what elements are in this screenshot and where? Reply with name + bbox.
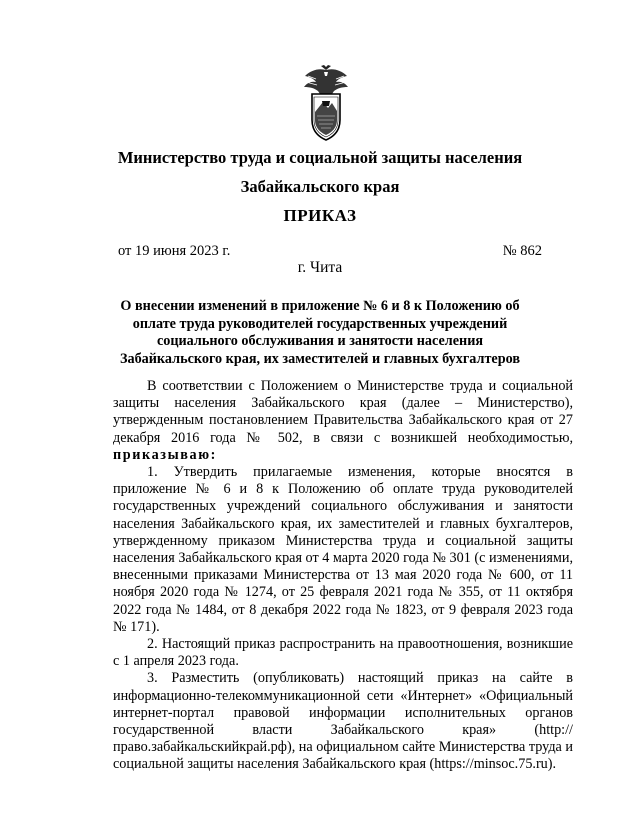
item-3-paragraph: 3. Разместить (опубликовать) настоящий приказ на сайте в информационно-телекоммуникационной сети «Интернет» «Официальный интернет-портал правовой информации исполнительных органов государственной власти Забайкальского края» (http://право.забайкальскийкрай.рф), на официальном сайте Министерства труда и социальной защиты населения Забайкальского края (https://minsoc.75.ru). bbox=[113, 670, 573, 773]
order-word: приказываю: bbox=[113, 446, 217, 463]
intro-text: В соответствии с Положением о Министерстве труда и социальной защиты населения Забайкальского края (далее – Министерство), утвержденным постановлением Правительства Забайкальского края от 27 декабря 2016 года № 502, в связи с возникшей необходимостью, bbox=[113, 378, 573, 446]
coat-of-arms-emblem bbox=[302, 64, 350, 142]
document-city: г. Чита bbox=[297, 259, 343, 276]
document-body bbox=[113, 378, 573, 774]
item-2-paragraph: 2. Настоящий приказ распространить на правоотношения, возникшие с 1 апреля 2023 года. bbox=[113, 636, 573, 670]
document-title: О внесении изменений в приложение № 6 и 8 к Положению об оплате труда руководителей государственных учреждений социального обслуживания и занятости населения Забайкальского края, их заместителей и главных бухгалтеров bbox=[119, 298, 521, 367]
intro-paragraph bbox=[113, 378, 573, 464]
document-type: ПРИКАЗ bbox=[283, 206, 357, 225]
ministry-name-line-1: Министерство труда и социальной защиты населения bbox=[117, 148, 523, 167]
item-1-paragraph: 1. Утвердить прилагаемые изменения, которые вносятся в приложение № 6 и 8 к Положению об оплате труда руководителей государственных учреждений социального обслуживания и занятости населения Забайкальского края, их заместителей и главных бухгалтеров, утвержденному приказом Министерства труда и социальной защиты населения Забайкальского края от 4 марта 2020 года № 301 (с изменениями, внесенными приказами Министерства от 13 мая 2020 года № 600, от 11 ноября 2020 года № 1274, от 25 февраля 2021 года № 355, от 11 октября 2022 года № 1484, от 8 декабря 2022 года № 1823, от 9 февраля 2023 года № 171). bbox=[113, 464, 573, 635]
ministry-name-line-2: Забайкальского края bbox=[240, 177, 400, 196]
document-number: № 862 bbox=[502, 243, 542, 259]
document-date: от 19 июня 2023 г. bbox=[118, 243, 231, 259]
